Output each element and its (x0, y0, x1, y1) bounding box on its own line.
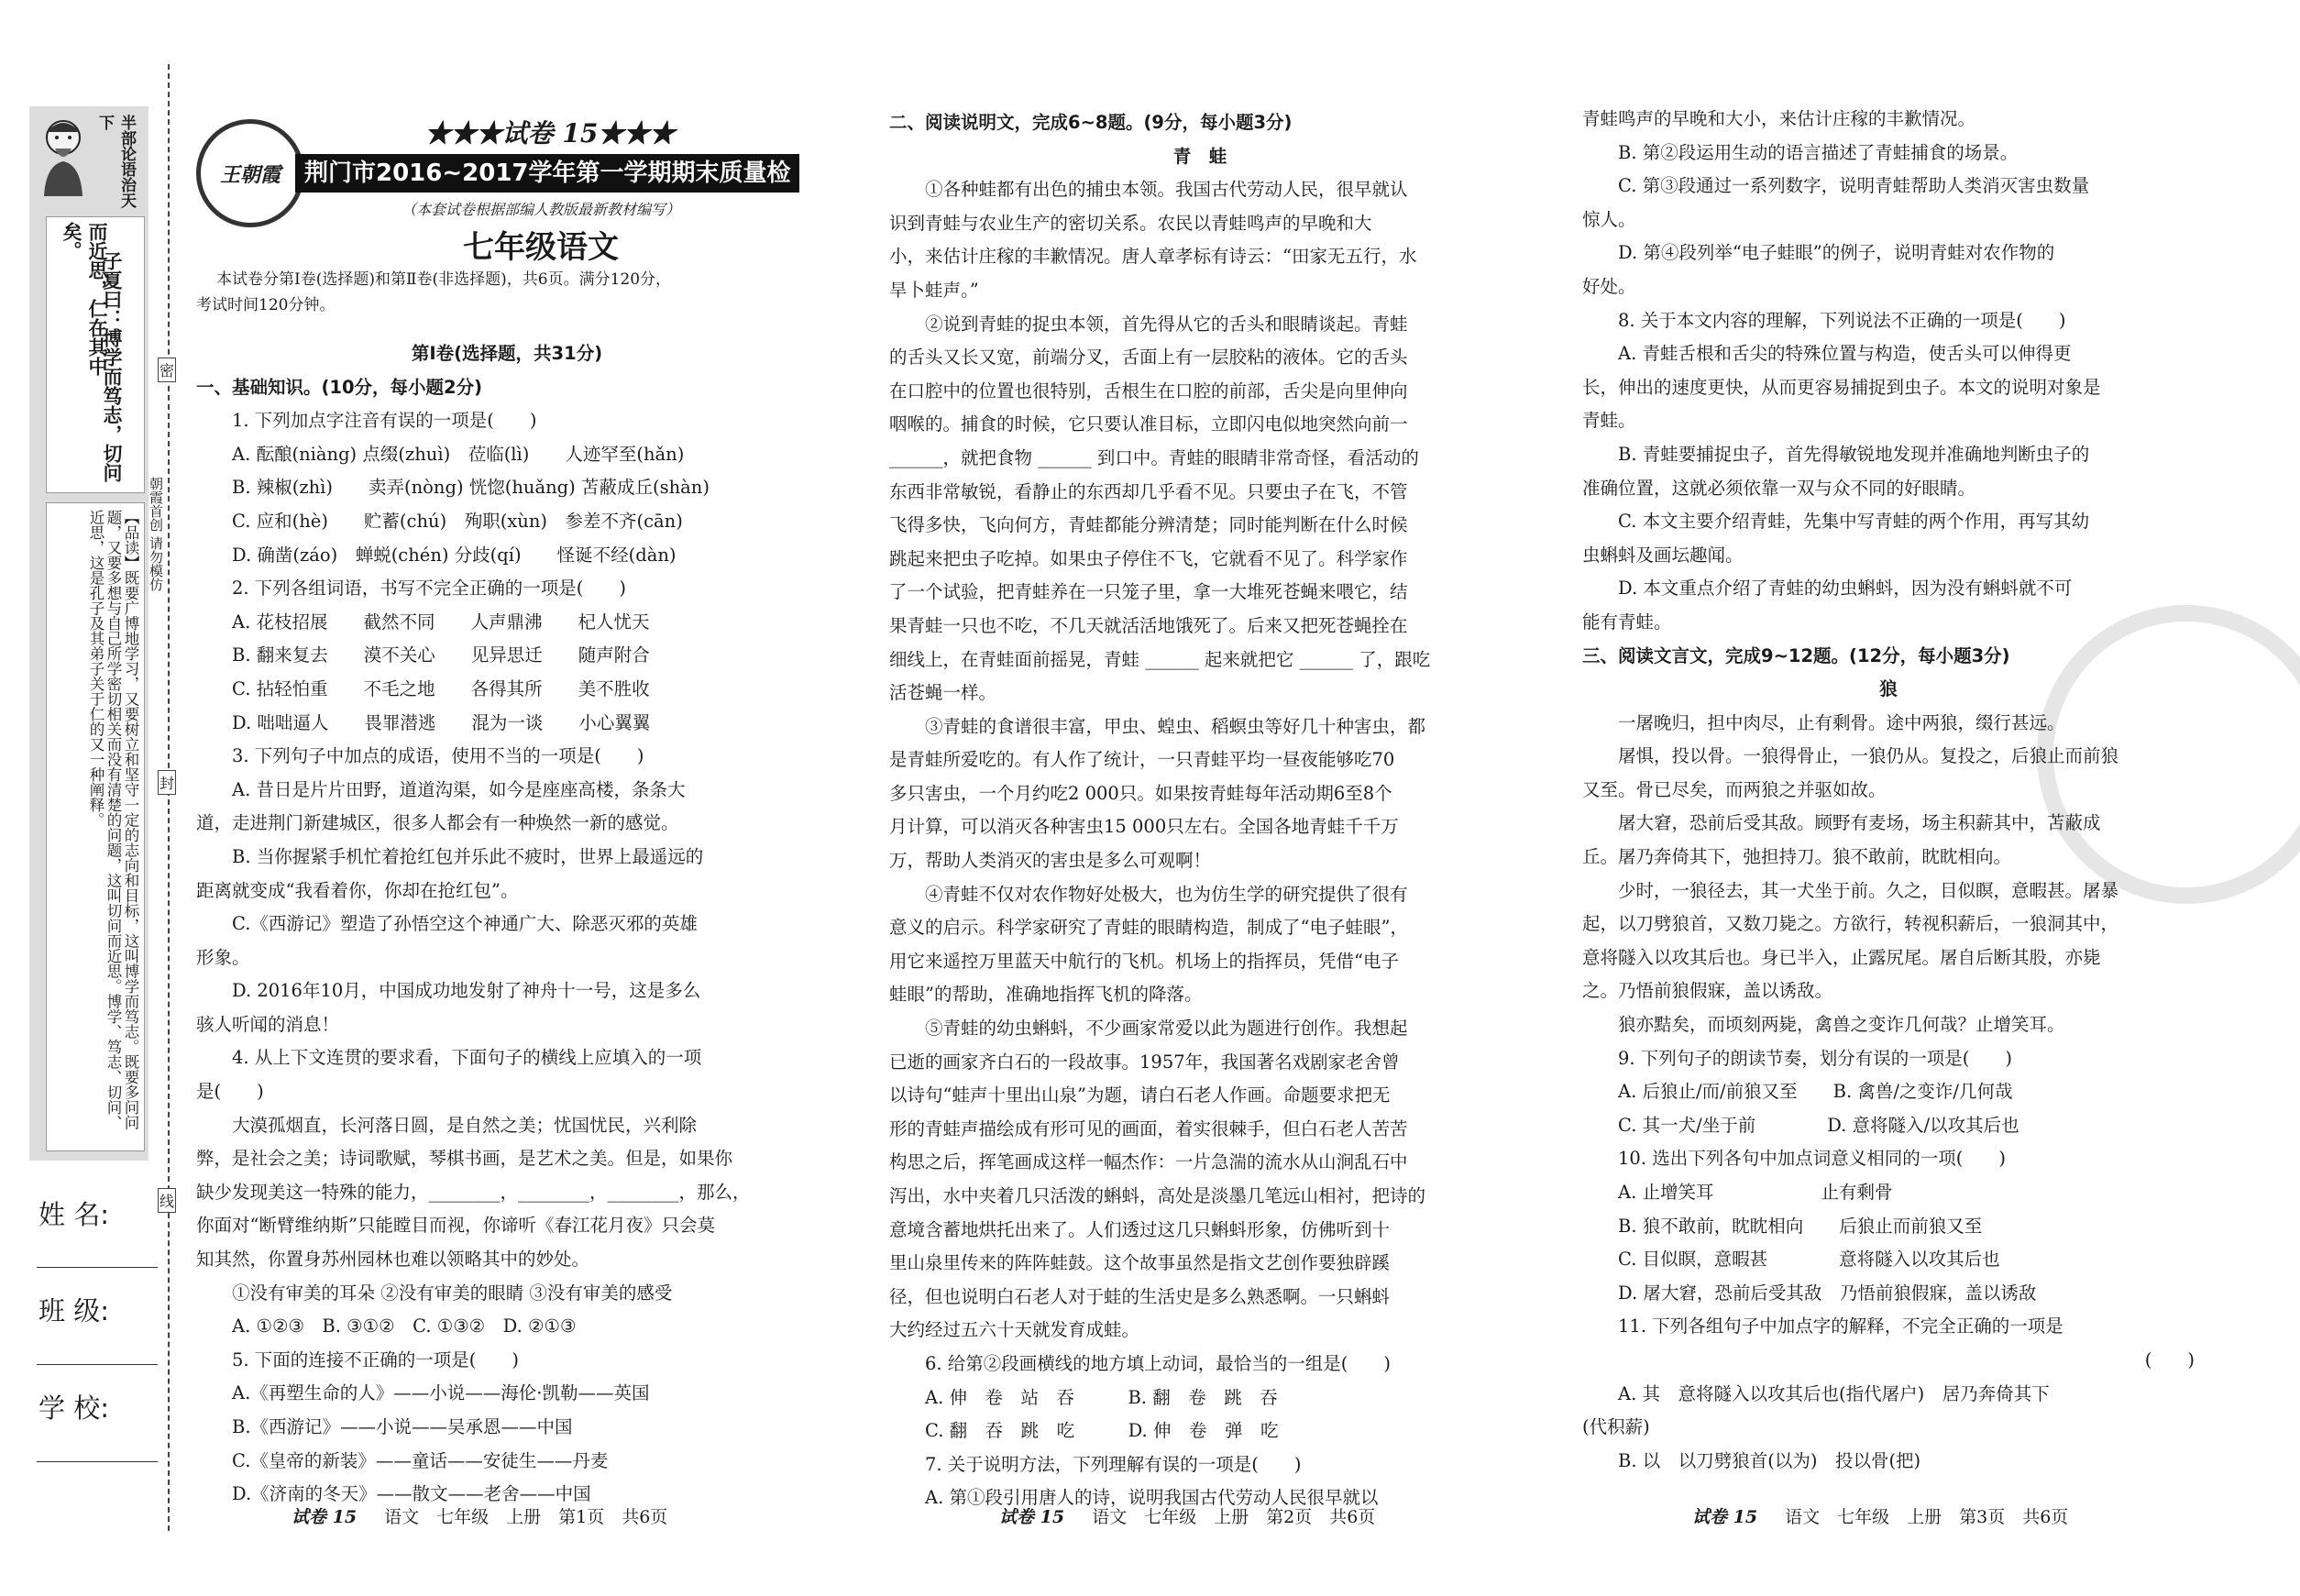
text-line: B. 当你握紧手机忙着抢红包并乐此不疲时，世界上最遥远的 (232, 845, 704, 867)
text-line: 9. 下列句子的朗读节奏，划分有误的一项是( ) (1618, 1047, 2013, 1069)
class-label: 班 级: (39, 1295, 109, 1326)
text-line: D. 2016年10月，中国成功地发射了神舟十一号，这是多么 (232, 980, 701, 1002)
text-line: 缺少发现美这一特殊的能力，________，________，________，那么， (196, 1181, 751, 1203)
text-line: A. 第①段引用唐人的诗，说明我国古代劳动人民很早就以 (925, 1487, 1379, 1509)
text-line: D. 本文重点介绍了青蛙的幼虫蝌蚪，因为没有蝌蚪就不可 (1618, 578, 2073, 600)
text-line: 形象。 (196, 946, 250, 968)
text-line: ①各种蛙都有出色的捕虫本领。我国古代劳动人民，很早就认 (925, 179, 1408, 201)
text-line: A. 止增笑耳 止有剩骨 (1618, 1182, 1893, 1203)
text-line: 5. 下面的连接不正确的一项是( ) (232, 1348, 520, 1370)
text-line: 意境含蓄地烘托出来了。人们透过这几只蝌蚪形象，仿佛听到十 (889, 1218, 1391, 1240)
text-line: 骇人听闻的消息！ (196, 1013, 340, 1035)
section-heading: 狼 (1879, 678, 1898, 700)
text-line: 青蛙鸣声的早晚和大小，来估计庄稼的丰歉情况。 (1582, 108, 1976, 129)
text-line: 知其然，你置身苏州园林也难以领略其中的妙处。 (196, 1249, 590, 1271)
text-line: C. 拈轻怕重 不毛之地 各得其所 美不胜收 (232, 677, 650, 699)
name-line (37, 1267, 158, 1268)
section-heading: 第Ⅰ卷(选择题，共31分) (411, 343, 603, 364)
text-line: B. 以 以刀劈狼首(以为) 投以骨(把) (1618, 1449, 1921, 1471)
text-line: D. 确凿(záo) 蝉蜕(chén) 分歧(qí) 怪诞不经(dàn) (232, 544, 677, 566)
text-line: A. 伸 卷 站 吞 B. 翻 卷 跳 吞 (925, 1386, 1278, 1408)
seal-mark-3: 线 (158, 1188, 176, 1213)
text-line: D. 屠大窘，恐前后受其敌 乃悟前狼假寐，盖以诱敌 (1618, 1282, 2037, 1304)
text-line: 识到青蛙与农业生产的密切关系。农民以青蛙鸣声的早晚和大 (889, 212, 1372, 234)
text-line: C. 应和(hè) 贮蓄(chú) 殉职(xùn) 参差不齐(cān) (232, 510, 683, 532)
text-line: 大漠孤烟直，长河落日圆，是自然之美；忧国忧民，兴利除 (232, 1114, 698, 1136)
text-line: 大约经过五六十天就发育成蛙。 (889, 1319, 1140, 1341)
intro-line-2: 考试时间120分钟。 (196, 296, 336, 314)
text-line: ③青蛙的食谱很丰富，甲虫、蝗虫、稻螟虫等好几十种害虫，都 (925, 715, 1426, 737)
text-line: 准确位置，这就必须依靠一双与众不同的好眼睛。 (1582, 477, 1976, 499)
footer-page-2 (999, 1503, 1375, 1528)
text-line: ④青蛙不仅对农作物好处极大，也为仿生学的研究提供了很有 (925, 883, 1408, 905)
text-line: C. 目似瞑，意暇甚 意将隧入以攻其后也 (1618, 1249, 2000, 1271)
text-line: 道，走进荆门新建城区，很多人都会有一种焕然一新的感觉。 (196, 812, 679, 834)
text-line: 屠惧，投以骨。一狼得骨止，一狼仍从。复投之，后狼止而前狼 (1618, 745, 2119, 767)
text-line: A. 其 意将隧入以攻其后也(指代屠户) 居乃奔倚其下 (1618, 1382, 2050, 1404)
footer-tag: 试卷 15 (292, 1507, 358, 1527)
name-label: 姓 名: (39, 1199, 109, 1230)
text-line: 又至。骨已尽矣，而两狼之并驱如故。 (1582, 778, 1887, 800)
text-line: 青蛙。 (1582, 410, 1636, 432)
text-line: 狼亦黠矣，而顷刻两毙，禽兽之变诈几何哉？止增笑耳。 (1618, 1014, 2065, 1036)
text-line: 细线上，在青蛙面前摇晃，青蛙 ______ 起来就把它 ______ 了，跟吃 (889, 648, 1431, 670)
text-line: 多只害虫，一个月约吃2 000只。如果按青蛙每年活动期6至8个 (889, 782, 1392, 804)
text-line: 已逝的画家齐白石的一段故事。1957年，我国著名戏剧家老舍曾 (889, 1051, 1400, 1073)
text-line: 7. 关于说明方法，下列理解有误的一项是( ) (925, 1453, 1302, 1475)
column-page-3 (1582, 103, 2195, 1478)
text-line: 8. 关于本文内容的理解，下列说法不正确的一项是( ) (1618, 309, 2066, 331)
text-line: 了一个试验，把青蛙养在一只笼子里，拿一大堆死苍蝇来喂它，结 (889, 581, 1408, 603)
footer-page-1 (292, 1503, 667, 1528)
text-line: 2. 下列各组词语，书写不完全正确的一项是( ) (232, 578, 627, 600)
text-line: D. 咄咄逼人 畏罪潜逃 混为一谈 小心翼翼 (232, 711, 651, 733)
text-line: 小，来估计庄稼的丰歉情况。唐人章孝标有诗云：“田家无五行，水 (889, 246, 1417, 268)
text-line: 之。乃悟前狼假寐，盖以诱敌。 (1582, 980, 1833, 1002)
text-line: A. ①②③ B. ③①② C. ①③② D. ②①③ (232, 1315, 577, 1337)
text-line: 6. 给第②段画横线的地方填上动词，最恰当的一组是( ) (925, 1352, 1392, 1374)
text-line: 活苍蝇一样。 (889, 682, 997, 704)
text-line: (代积薪) (1582, 1416, 1650, 1438)
text-line: 惊人。 (1582, 208, 1636, 230)
text-line: 弊，是社会之美；诗词歌赋，琴棋书画，是艺术之美。但是，如果你 (196, 1148, 733, 1170)
text-line: ②说到青蛙的捉虫本领，首先得从它的舌头和眼睛谈起。青蛙 (925, 313, 1408, 335)
footer-text: 语文 七年级 上册 第1页 共6页 (384, 1507, 668, 1527)
text-line: D.《济南的冬天》——散文——老舍——中国 (232, 1483, 591, 1505)
text-line: C.《皇帝的新装》——童话——安徒生——丹麦 (232, 1449, 609, 1471)
column-page-1 (196, 337, 818, 1512)
edition-note: （本套试卷根据部编人教版最新教材编写） (401, 201, 680, 218)
footer-text: 语文 七年级 上册 第3页 共6页 (1785, 1507, 2069, 1527)
text-line: B. 第②段运用生动的语言描述了青蛙捕食的场景。 (1618, 141, 2019, 163)
seal-note: 朝霞首创 请勿模仿 (148, 477, 164, 591)
text-line: 能有青蛙。 (1582, 611, 1672, 633)
text-line: 屠大窘，恐前后受其敌。顾野有麦场，场主积薪其中，苫蔽成 (1618, 812, 2101, 834)
school-label: 学 校: (39, 1392, 109, 1424)
text-line: 以诗句“蛙声十里出山泉”为题，请白石老人作画。命题要求把无 (889, 1084, 1391, 1106)
text-line: B. 青蛙要捕捉虫子，首先得敏锐地发现并准确地判断虫子的 (1618, 443, 2090, 465)
text-line: 东西非常敏锐，看静止的东西却几乎看不见。只要虫子在飞，不管 (889, 480, 1408, 502)
text-line: 形的青蛙声描绘成有形可见的画面，着实很棘手，但白石老人苦苦 (889, 1117, 1408, 1139)
text-line: A. 青蛙舌根和舌尖的特殊位置与构造，使舌头可以伸得更 (1618, 343, 2072, 365)
text-line: 构思之后，挥笔画成这样一幅杰作：一片急湍的流水从山涧乱石中 (889, 1151, 1408, 1173)
intro-line-1: 本试卷分第Ⅰ卷(选择题)和第Ⅱ卷(非选择题)，共6页。满分120分， (216, 270, 672, 289)
text-line: 10. 选出下列各句中加点词意义相同的一项( ) (1618, 1148, 2006, 1170)
footer-page-3 (1692, 1503, 2068, 1528)
text-line: 跳起来把虫子吃掉。如果虫子停住不飞，它就看不见了。科学家作 (889, 547, 1408, 569)
section-heading: 三、阅读文言文，完成9~12题。(12分，每小题3分) (1582, 644, 2010, 666)
text-line: D. 第④段列举“电子蛙眼”的例子，说明青蛙对农作物的 (1618, 242, 2055, 264)
school-line (37, 1461, 158, 1462)
column-page-2 (889, 106, 1511, 1515)
text-line: 是青蛙所爱吃的。有人作了统计，一只青蛙平均一昼夜能够吃70 (889, 749, 1395, 771)
text-line: ( ) (2144, 1348, 2195, 1370)
text-line: 距离就变成“我看着你，你却在抢红包”。 (196, 879, 519, 901)
text-line: 是( ) (196, 1081, 264, 1103)
quote-line-2: 而近思，仁在其中矣。 (61, 222, 108, 376)
motto-small: 半部论语治天下 (95, 115, 136, 208)
subject-title: 七年级语文 (463, 229, 619, 266)
seal-mark-1: 密 (158, 358, 176, 382)
text-line: 1. 下列加点字注音有误的一项是( ) (232, 410, 537, 432)
text-line: 3. 下列句子中加点的成语，使用不当的一项是( ) (232, 745, 644, 767)
footer-tag: 试卷 15 (999, 1507, 1065, 1527)
text-line: A. 酝酿(niàng) 点缀(zhuì) 莅临(lì) 人迹罕至(hǎn) (232, 443, 685, 465)
text-line: 丘。屠乃奔倚其下，弛担持刀。狼不敢前，眈眈相向。 (1582, 846, 2012, 868)
text-line: 万，帮助人类消灭的害虫是多么可观啊！ (889, 850, 1212, 872)
class-line (37, 1364, 158, 1365)
section-heading: 一、基础知识。(10分，每小题2分) (196, 376, 483, 398)
text-line: 一屠晚归，担中肉尽，止有剩骨。途中两狼，缀行甚远。 (1618, 711, 2065, 733)
text-line: ______，就把食物 ______ 到口中。青蛙的眼睛非常奇怪，看活动的 (889, 446, 1419, 468)
text-line: 月计算，可以消灭各种害虫15 000只左右。全国各地青蛙千千万 (889, 816, 1399, 838)
text-line: A. 后狼止/而/前狼又至 B. 禽兽/之变诈/几何哉 (1618, 1081, 2013, 1103)
text-line: C. 第③段通过一系列数字，说明青蛙帮助人类消灭害虫数量 (1618, 175, 2090, 197)
text-line: C. 本文主要介绍青蛙，先集中写青蛙的两个作用，再写其幼 (1618, 511, 2090, 533)
text-line: A.《再塑生命的人》——小说——海伦·凯勒——英国 (232, 1382, 650, 1404)
text-line: 里山泉里传来的阵阵蛙鼓。这个故事虽然是指文艺创作要独辟蹊 (889, 1252, 1391, 1274)
section-heading: 青 蛙 (1172, 145, 1227, 167)
test-number: ★★★试卷 15★★★ (424, 118, 676, 149)
quote-line-1: 子夏曰：博学而笃志，切问 (101, 251, 123, 482)
seal-mark-2: 封 (158, 770, 176, 795)
text-line: 虫蝌蚪及画坛趣闻。 (1582, 544, 1744, 566)
text-line: 意义的启示。科学家研究了青蛙的眼睛构造，制成了“电子蛙眼”， (889, 917, 1408, 939)
text-line: 你面对“断臂维纳斯”只能瞠目而视，你谛听《春江花月夜》只会莫 (196, 1215, 715, 1237)
footer-text: 语文 七年级 上册 第2页 共6页 (1092, 1507, 1376, 1527)
brand-logo (196, 119, 304, 227)
text-line: 的舌头又长又宽，前端分叉，舌面上有一层胶粘的液体。它的舌头 (889, 347, 1408, 369)
text-line: 蛙眼”的帮助，准确地指挥飞机的降落。 (889, 984, 1203, 1006)
text-line: 旱卜蛙声。” (889, 279, 979, 301)
text-line: B.《西游记》——小说——吴承恩——中国 (232, 1416, 573, 1437)
sidebar-comment: 【品读】既要广博地学习，又要树立和坚守一定的志向和目标，这叫博学而笃志。既要多问问题，又要多想与自己所学密切相关而没有清楚的问题，这叫切问而近思。博学、笃志、切问、近思，这是孔子及其弟子关于仁的又一种阐释。 (87, 510, 139, 1130)
section-heading: 二、阅读说明文，完成6~8题。(9分，每小题3分) (889, 112, 1293, 133)
text-line: 用它来遥控万里蓝天中航行的飞机。机场上的指挥员，凭借“电子 (889, 950, 1399, 972)
text-line: 咽喉的。捕食的时候，它只要认准目标，立即闪电似地突然向前一 (889, 413, 1408, 435)
text-line: 好处。 (1582, 275, 1636, 297)
confucius-portrait (35, 112, 92, 200)
text-line: ⑤青蛙的幼虫蝌蚪，不少画家常爱以此为题进行创作。我想起 (925, 1018, 1408, 1040)
text-line: C.《西游记》塑造了孙悟空这个神通广大、除恶灭邪的英雄 (232, 913, 698, 935)
text-line: 长，伸出的速度更快，从而更容易捕捉到虫子。本文的说明对象是 (1582, 376, 2101, 398)
text-line: B. 翻来复去 漠不关心 见异思迁 随声附合 (232, 644, 650, 666)
text-line: B. 狼不敢前，眈眈相向 后狼止而前狼又至 (1618, 1215, 1983, 1237)
text-line: C. 翻 吞 跳 吃 D. 伸 卷 弹 吃 (925, 1420, 1279, 1442)
text-line: 11. 下列各组句子中加点字的解释，不完全正确的一项是 (1618, 1315, 2063, 1337)
footer-tag: 试卷 15 (1692, 1507, 1758, 1527)
text-line: 少时，一狼径去，其一犬坐于前。久之，目似瞑，意暇甚。屠暴 (1618, 879, 2119, 901)
text-line: 意将隧入以攻其后也。身已半入，止露尻尾。屠自后断其股，亦毙 (1582, 946, 2101, 968)
text-line: B. 辣椒(zhì) 卖弄(nòng) 恍惚(huǎng) 苫蔽成丘(shàn) (232, 477, 710, 499)
text-line: 果青蛙一只也不吃，不几天就活活地饿死了。后来又把死苍蝇拴在 (889, 614, 1408, 636)
text-line: ①没有审美的耳朵 ②没有审美的眼睛 ③没有审美的感受 (232, 1282, 673, 1304)
text-line: 起，以刀劈狼首，又数刀毙之。方欲行，转视积薪后，一狼洞其中， (1582, 913, 2119, 935)
brand-logo-text: 王朝霞 (219, 162, 281, 187)
text-line: A. 昔日是片片田野，道道沟渠，如今是座座高楼，条条大 (232, 778, 686, 800)
text-line: 在口腔中的位置也很特别，舌根生在口腔的前部，舌尖是向里伸向 (889, 380, 1408, 402)
text-line: 径，但也说明白石老人对于蛙的生活史是多么熟悉啊。一只蝌蚪 (889, 1285, 1391, 1307)
seal-dashed-line (168, 64, 170, 1531)
text-line: 泻出，水中夹着几只活泼的蝌蚪，高处是淡墨几笔远山相衬，把诗的 (889, 1185, 1426, 1206)
text-line: C. 其一犬/坐于前 D. 意将隧入/以攻其后也 (1618, 1114, 2019, 1136)
text-line: 飞得多快，飞向何方，青蛙都能分辨清楚；同时能判断在什么时候 (889, 514, 1408, 536)
text-line: A. 花枝招展 截然不同 人声鼎沸 杞人忧天 (232, 611, 650, 633)
text-line: 4. 从上下文连贯的要求看，下面句子的横线上应填入的一项 (232, 1047, 702, 1069)
exam-title: 荆门市2016~2017学年第一学期期末质量检测试卷 (295, 154, 799, 193)
